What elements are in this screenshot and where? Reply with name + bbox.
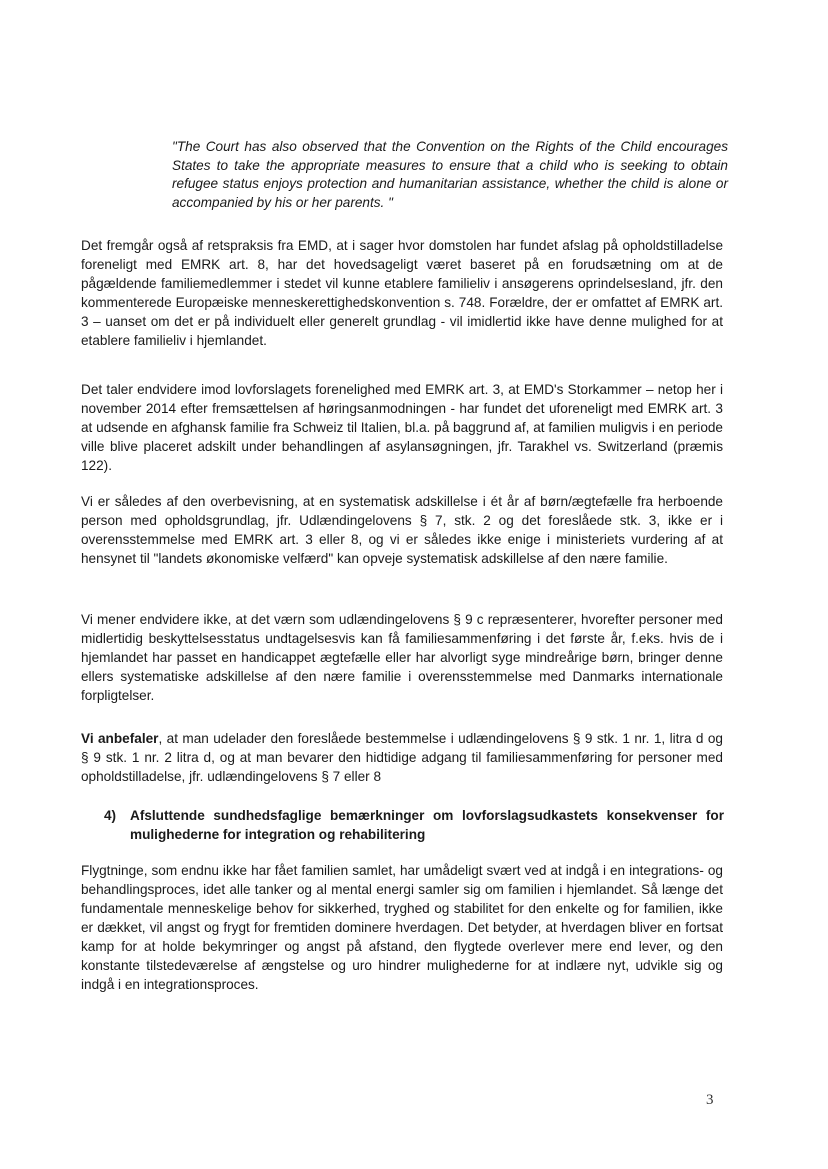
section-number: 4) [104,808,117,823]
section-heading-4 [104,806,724,844]
recommendation-lead: Vi anbefaler [81,731,159,746]
section-title: Afsluttende sundhedsfaglige bemærkninger om lovforslagsudkastets konsekvenser for mulighederne for integration og rehabilitering [130,808,724,842]
court-quote: "The Court has also observed that the Convention on the Rights of the Child encourages States to take the appropriate measures to ensure that a child who is seeking to obtain refugee status enjoys protection and humanitarian assistance, whether the child is alone or accompanied by his or her parents. " [172,139,728,210]
recommendation-text: , at man udelader den foreslåede bestemmelse i udlændingelovens § 9 stk. 1 nr. 1, litra d og § 9 stk. 1 nr. 2 litra d, og at man bevarer den hidtidige adgang til familiesammenføring for personer med opholdstilladelse, jfr. udlændingelovens § 7 eller 8 [81,731,723,784]
paragraph-refugees: Flygtninge, som endnu ikke har fået familien samlet, har umådeligt svært ved at indgå i en integrations- og behandlingsproces, idet alle tanker og al mental energi samler sig om familien i hjemlandet. Så længe det fundamentale menneskelige behov for sikkerhed, tryghed og stabilitet for den enkelte og for familien, ikke er dækket, vil angst og frygt for fremtiden dominere hverdagen. Det betyder, at hverdagen bliver en fortsat kamp for at holde bekymringer og angst på afstand, den flygtede overlever mere end lever, og den konstante tilstedeværelse af ængstelse og uro hindrer mulighederne for at indlære nyt, udvikle sig og indgå i en integrationsproces. [81,863,723,992]
paragraph-section-9c: Vi mener endvidere ikke, at det værn som udlændingelovens § 9 c repræsenterer, hvorefter personer med midlertidig beskyttelsesstatus undtagelsesvis kan få familiesammenføring i det første år, f.eks. hvis de i hjemlandet har passet en handicappet ægtefælle eller har alvorligt syge mindreårige børn, bringer denne ellers systematiske adskillelse af den nære familie i overensstemmelse med Danmarks internationale forpligtelser. [81,612,723,703]
paragraph-emd-case-law: Det fremgår også af retspraksis fra EMD, at i sager hvor domstolen har fundet afslag på opholdstilladelse foreneligt med EMRK art. 8, har det hovedsageligt været baseret på en forudsætning om at de pågældende familiemedlemmer i stedet vil kunne etablere familieliv i ansøgerens oprindelsesland, jfr. den kommenterede Europæiske menneskerettighedskonvention s. 748. Forældre, der er omfattet af EMRK art. 3 – uanset om det er på individuelt eller generelt grundlag - vil imidlertid ikke have denne mulighed for at etablere familieliv i hjemlandet. [81,238,723,348]
page-number: 3 [706,1092,714,1108]
paragraph-grand-chamber: Det taler endvidere imod lovforslagets forenelighed med EMRK art. 3, at EMD's Storkammer – netop her i november 2014 efter fremsættelsen af høringsanmodningen - har fundet det uforeneligt med EMRK art. 3 at udsende en afghansk familie fra Schweiz til Italien, bl.a. på baggrund af, at familien muligvis i en periode ville blive placeret adskilt under behandlingen af asylansøgningen, jfr. Tarakhel vs. Switzerland (præmis 122). [81,382,723,473]
paragraph-conviction: Vi er således af den overbevisning, at en systematisk adskillelse i ét år af børn/ægtefælle fra herboende person med opholdsgrundlag, jfr. Udlændingelovens § 7, stk. 2 og det foreslåede stk. 3, ikke er i overensstemmelse med EMRK art. 3 eller 8, og vi er således ikke enige i ministeriets vurdering af at hensynet til "landets økonomiske velfærd" kan opveje systematisk adskillelse af den nære familie. [81,494,723,566]
paragraph-recommendation [81,729,723,786]
